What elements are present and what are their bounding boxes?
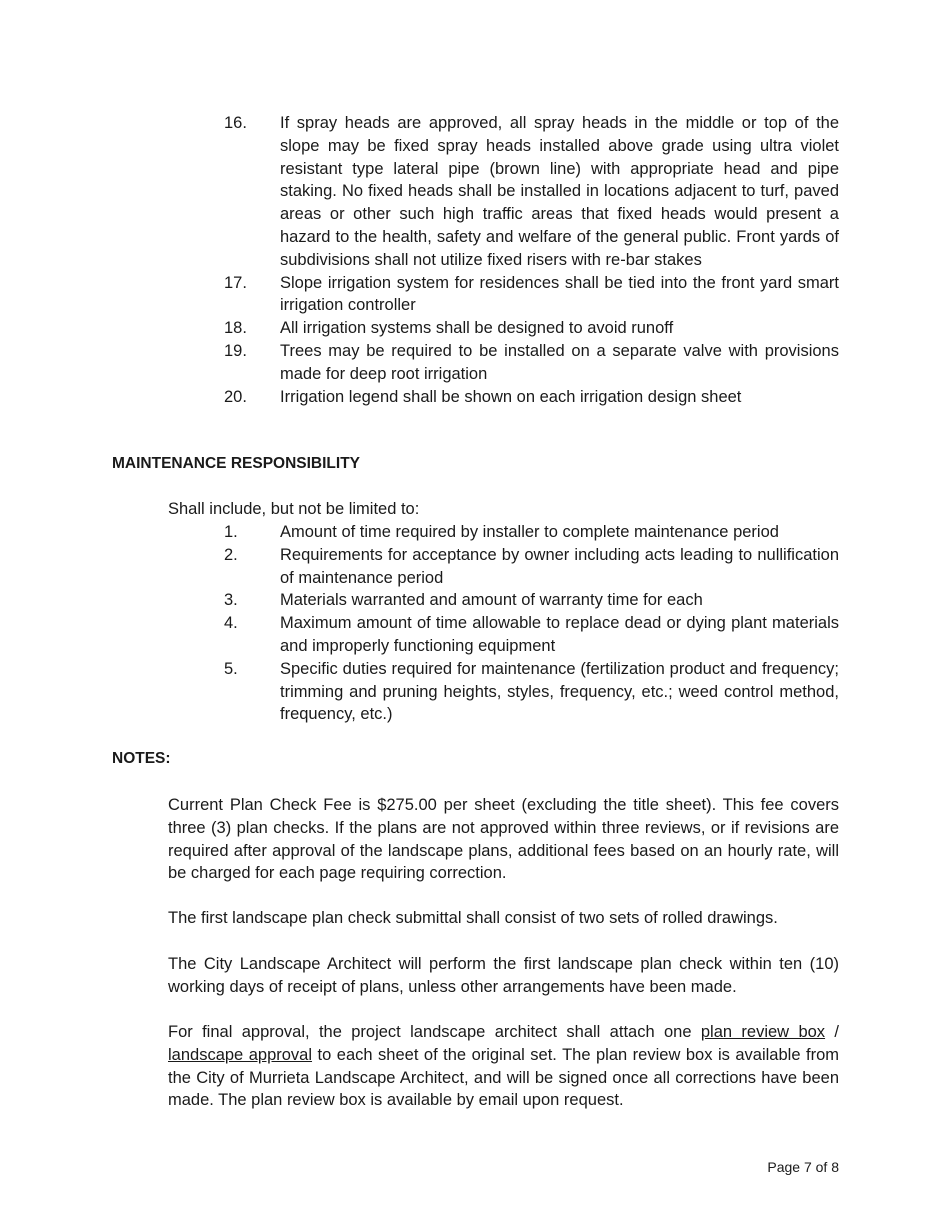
item-number: 18.: [224, 319, 247, 338]
list-item: [224, 272, 839, 318]
list-item: [224, 340, 839, 386]
item-number: 20.: [224, 387, 247, 406]
maintenance-list: [224, 521, 839, 726]
plan-review-box-link[interactable]: plan review box: [700, 1023, 826, 1041]
list-item: [224, 589, 839, 612]
page-number: Page 7 of 8: [767, 1159, 839, 1175]
notes-submittal-paragraph: The first landscape plan check submittal shall consist of two sets of rolled drawings.: [168, 909, 778, 927]
list-item: [224, 658, 839, 726]
list-item: [224, 386, 839, 409]
item-text: Trees may be required to be installed on a separate valve with provisions made for deep root irrigation: [280, 341, 839, 383]
approval-separator: /: [825, 1023, 839, 1041]
item-number: 5.: [224, 659, 238, 678]
maintenance-intro: Shall include, but not be limited to:: [168, 500, 420, 518]
item-text: Slope irrigation system for residences shall be tied into the front yard smart irrigation controller: [280, 273, 839, 315]
item-text: Amount of time required by installer to complete maintenance period: [280, 523, 779, 541]
item-number: 17.: [224, 273, 247, 292]
irrigation-list: [224, 112, 839, 408]
item-number: 1.: [224, 523, 238, 541]
item-text: If spray heads are approved, all spray heads in the middle or top of the slope may be fixed spray heads installed above grade using ultra violet resistant type lateral pipe (brown line) with appropriate head and pipe staking. No fixed heads shall be installed in locations adjacent to turf, paved areas or other such high traffic areas that fixed heads would present a hazard to the health, safety and welfare of the general public. Front yards of subdivisions shall not utilize fixed risers with re-bar stakes: [280, 114, 839, 269]
list-item: [224, 544, 839, 590]
list-item: [224, 112, 839, 272]
approval-text-start: For final approval, the project landscape architect shall attach one: [168, 1023, 701, 1041]
maintenance-heading: MAINTENANCE RESPONSIBILITY: [112, 455, 361, 472]
item-text: Materials warranted and amount of warranty time for each: [280, 591, 703, 610]
landscape-approval-link[interactable]: landscape approval: [168, 1045, 313, 1064]
item-text: All irrigation systems shall be designed to avoid runoff: [280, 319, 674, 338]
item-number: 3.: [224, 591, 238, 610]
list-item: [224, 317, 839, 340]
item-number: 2.: [224, 545, 238, 564]
list-item: [224, 612, 839, 658]
item-text: Specific duties required for maintenance (fertilization product and frequency; trimming and pruning heights, styles, frequency, etc.; weed control method, frequency, etc.): [280, 659, 839, 724]
notes-review-paragraph: The City Landscape Architect will perform the first landscape plan check within ten (10) working days of receipt of plans, unless other arrangements have been made.: [168, 955, 839, 996]
item-number: 4.: [224, 614, 238, 633]
notes-approval-paragraph: [168, 1021, 839, 1112]
notes-fee-paragraph: Current Plan Check Fee is $275.00 per sheet (excluding the title sheet). This fee covers three (3) plan checks. If the plans are not approved within three reviews, or if revisions are required after approval of the landscape plans, additional fees based on an hourly rate, will be charged for each page requiring correction.: [168, 796, 839, 883]
approval-text-end: to each sheet of the original set. The plan review box is available from the City of Murrieta Landscape Architect, and will be signed once all corrections have been made. The plan review box is available by email upon request.: [168, 1045, 839, 1110]
notes-heading: NOTES:: [112, 750, 171, 767]
item-number: 19.: [224, 341, 247, 360]
item-text: Maximum amount of time allowable to replace dead or dying plant materials and improperly functioning equipment: [280, 614, 839, 655]
list-item: [224, 521, 839, 544]
item-text: Requirements for acceptance by owner including acts leading to nullification of maintenance period: [280, 545, 839, 587]
item-text: Irrigation legend shall be shown on each irrigation design sheet: [280, 387, 742, 406]
item-number: 16.: [224, 114, 247, 132]
